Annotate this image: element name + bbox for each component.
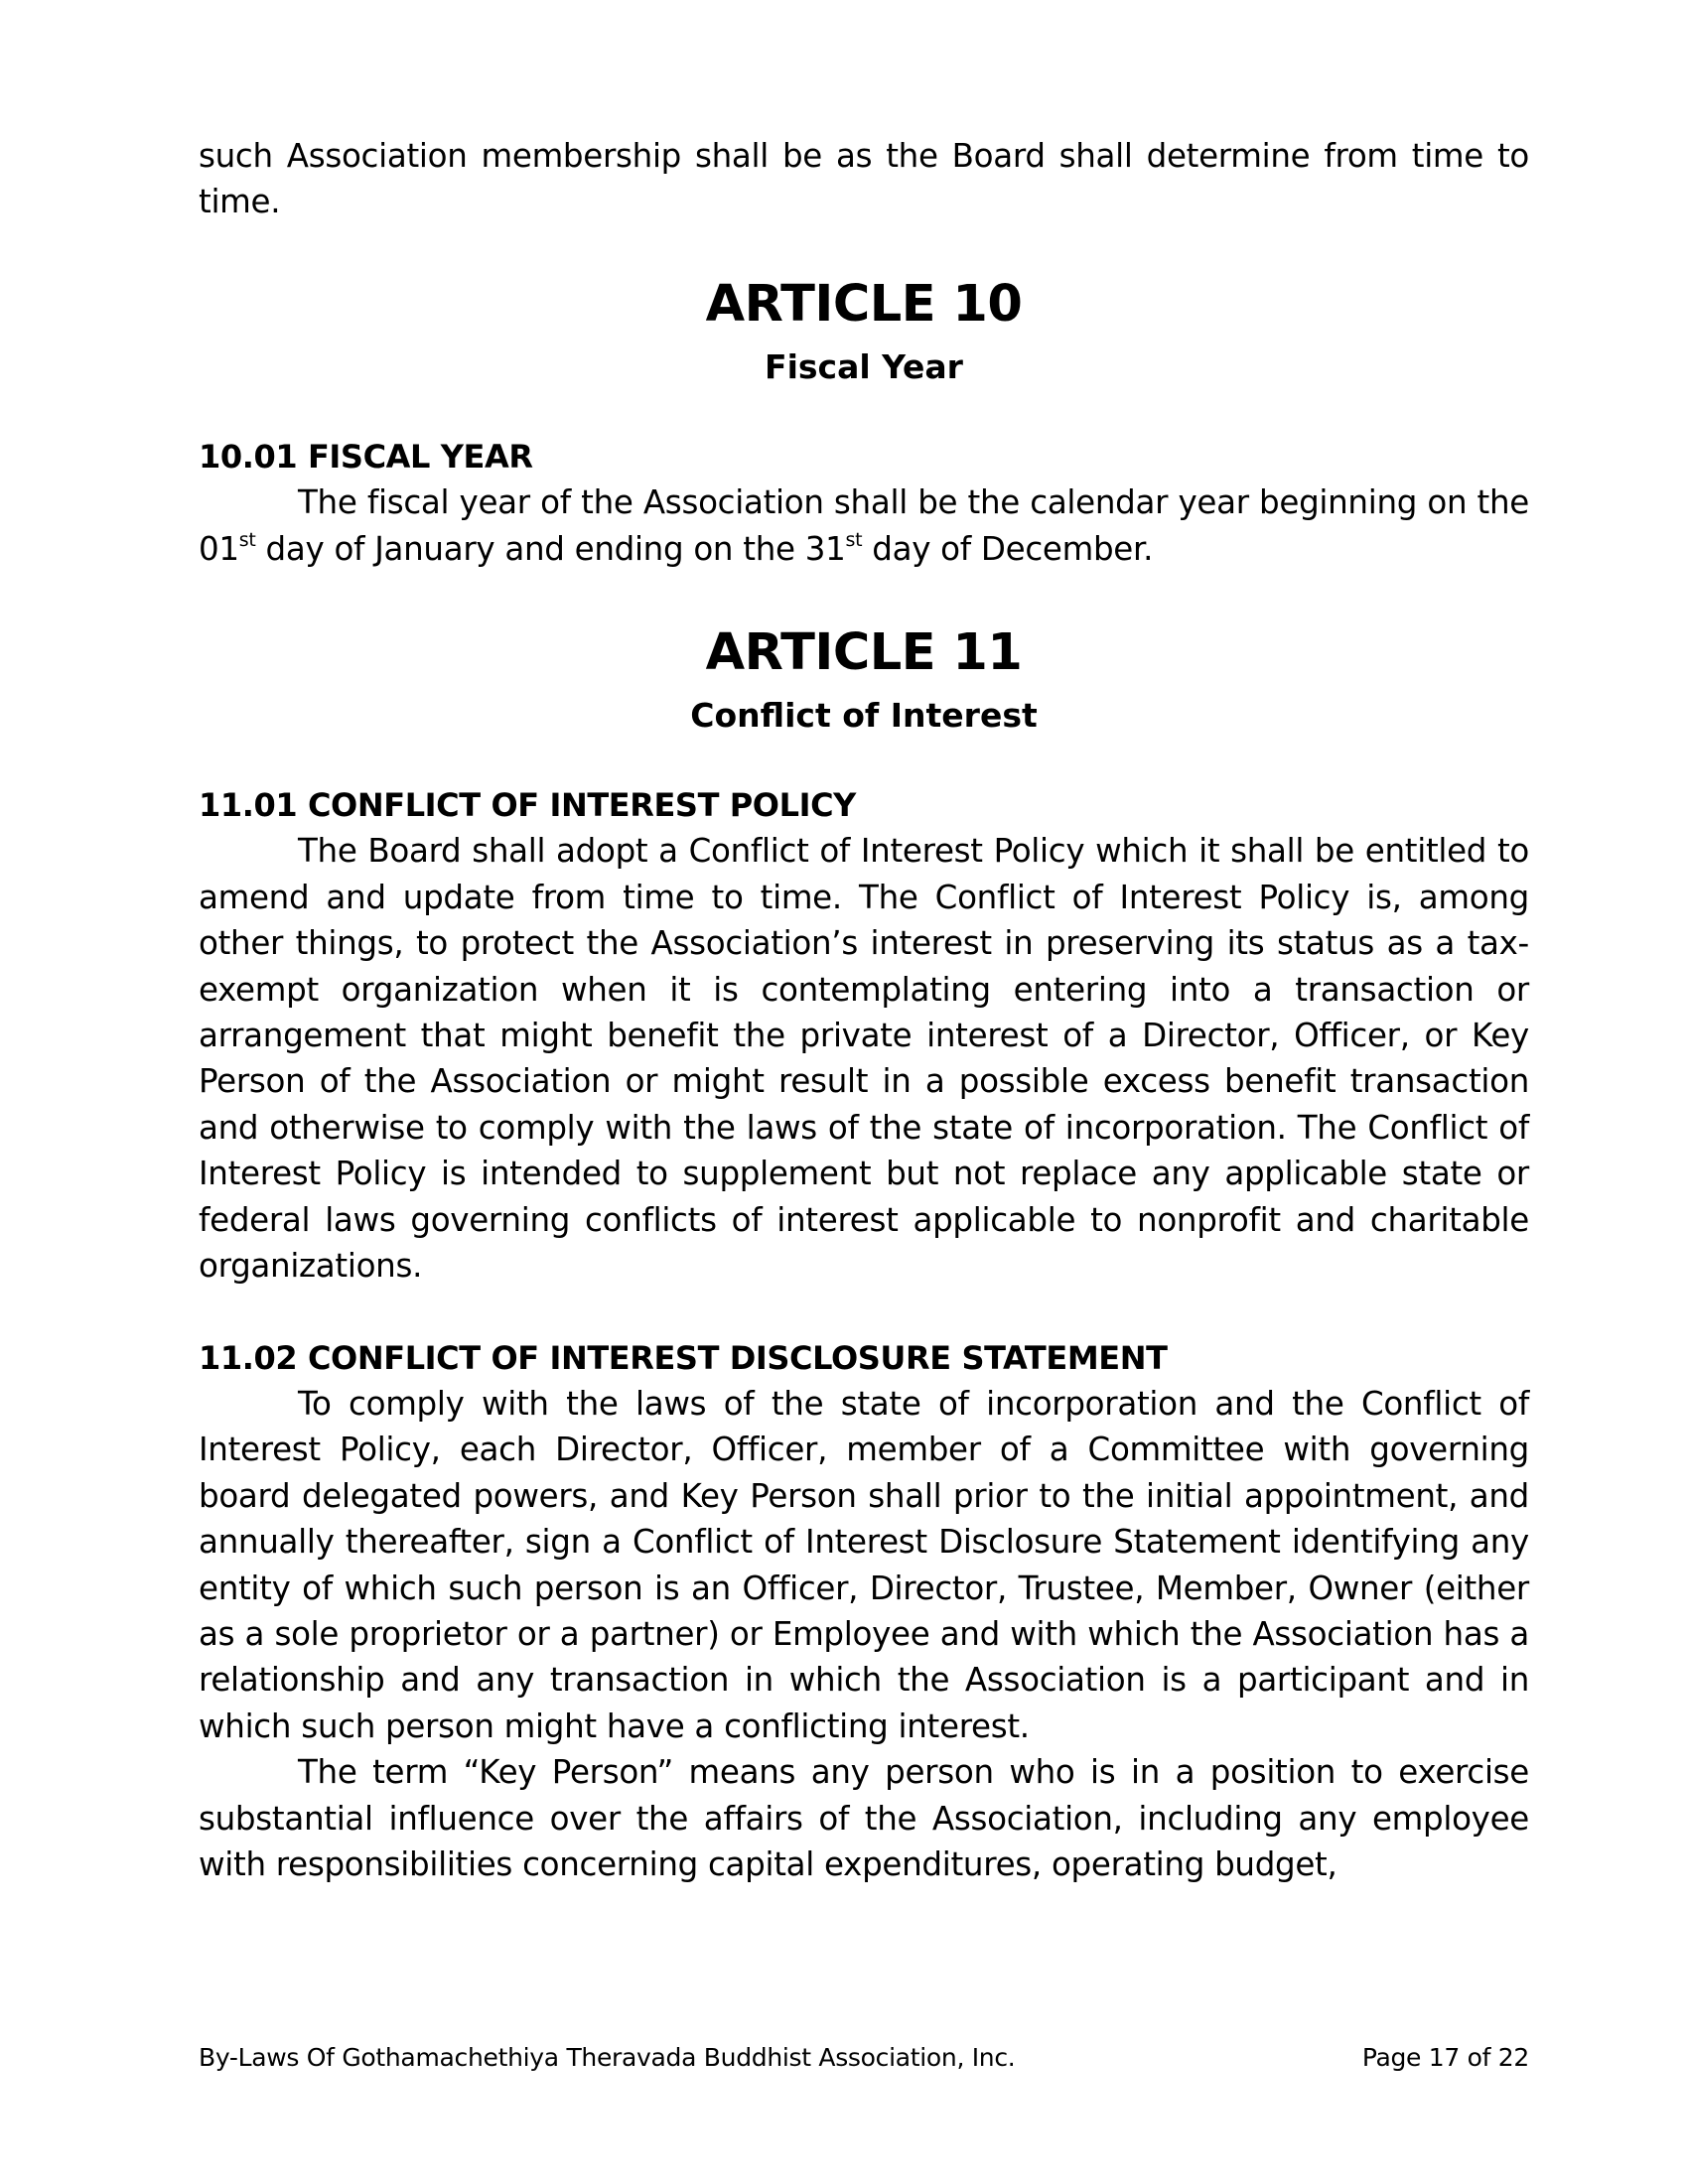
section-11-02-paragraph-2: The term “Key Person” means any person who is in a position to exercise substantial influence over the affairs of the Association, including any employee with responsibilities concerning capital expenditures, operating budget, xyxy=(199,1753,1529,1883)
section-11-01-paragraph: The Board shall adopt a Conflict of Interest Policy which it shall be entitled to amend and update from time to time. The Conflict of Interest Policy is, among other things, to protect the Association’s interest in preserving its status as a tax-exempt organization when it is contemplating entering into a transaction or arrangement that might benefit the private interest of a Director, Officer, or Key Person of the Association or might result in a possible excess benefit transaction and otherwise to comply with the laws of the state of incorporation. The Conflict of Interest Policy is intended to supplement but not replace any applicable state or federal laws governing conflicts of interest applicable to nonprofit and charitable organizations. xyxy=(199,832,1529,1286)
fiscal-text-part2: day of January and ending on the 31 xyxy=(255,529,846,568)
intro-paragraph: such Association membership shall be as the Board shall determine from time to time. xyxy=(199,137,1529,221)
ordinal-sup-1: st xyxy=(238,528,256,551)
article-10-title: ARTICLE 10 xyxy=(705,274,1023,334)
ordinal-sup-2: st xyxy=(845,528,863,551)
article-10-subtitle: Fiscal Year xyxy=(765,346,963,386)
fiscal-text-part1: The fiscal year of the Association shall be the calendar year beginning on the 01 xyxy=(199,483,1529,568)
footer-document-title: By-Laws Of Gothamachethiya Theravada Buddhist Association, Inc. xyxy=(199,2043,1016,2072)
article-11-title: ARTICLE 11 xyxy=(705,623,1023,683)
footer-page-number: Page 17 of 22 xyxy=(1361,2043,1529,2072)
section-11-01-heading: 11.01 CONFLICT OF INTEREST POLICY xyxy=(199,786,856,825)
section-10-01-heading: 10.01 FISCAL YEAR xyxy=(199,437,533,476)
section-11-02-paragraph-1: To comply with the laws of the state of incorporation and the Conflict of Interest Policy, each Director, Officer, member of a Committee with governing board delegated powers, and Key Person shall prior to the initial appointment, and annually thereafter, sign a Conflict of Interest Disclosure Statement identifying any entity of which such person is an Officer, Director, Trustee, Member, Owner (either as a sole proprietor or a partner) or Employee and with which the Association has a relationship and any transaction in which the Association is a participant and in which such person might have a conflicting interest. xyxy=(199,1384,1529,1745)
fiscal-text-part3: day of December. xyxy=(862,529,1154,568)
article-11-subtitle: Conflict of Interest xyxy=(690,696,1038,736)
section-10-01-paragraph xyxy=(199,479,1529,572)
section-11-02-heading: 11.02 CONFLICT OF INTEREST DISCLOSURE STATEMENT xyxy=(199,1338,1168,1377)
document-page xyxy=(199,0,1529,1887)
